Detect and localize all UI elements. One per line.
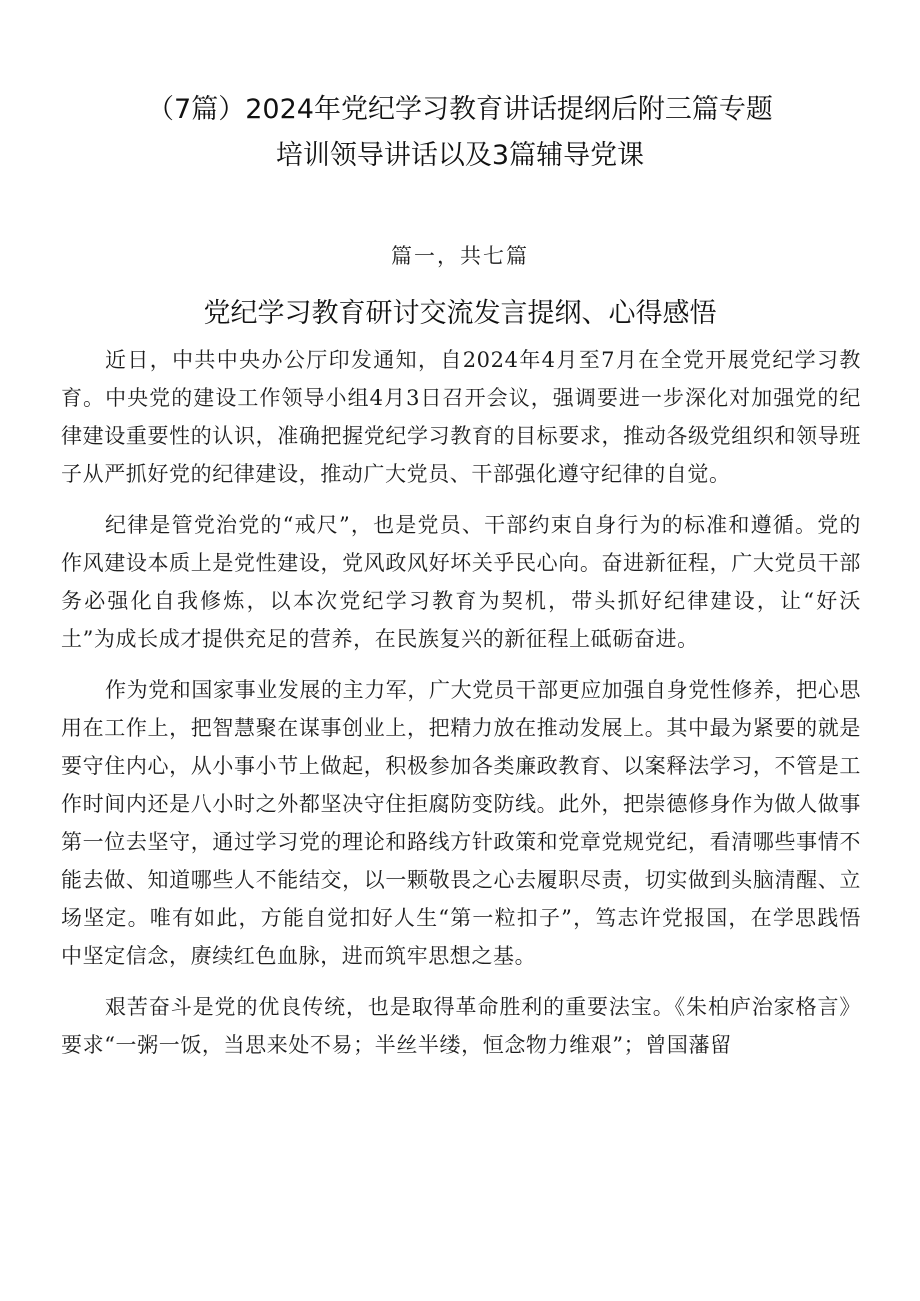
body-paragraph-1: 近日，中共中央办公厅印发通知，自2024年4月至7月在全党开展党纪学习教育。中央党的建设工作领导小组4月3日召开会议，强调要进一步深化对加强党的纪律建设重要性的认识，准确把握党纪学习教育的目标要求，推动各级党组织和领导班子从严抓好党的纪律建设，推动广大党员、干部强化遵守纪律的自觉。 <box>61 348 861 486</box>
section-heading: 党纪学习教育研讨交流发言提纲、心得感悟 <box>203 298 717 329</box>
document-title-line-2: 培训领导讲话以及3篇辅导党课 <box>275 140 645 171</box>
document-body <box>61 341 861 1064</box>
body-paragraph-2: 纪律是管党治党的“戒尺”，也是党员、干部约束自身行为的标准和遵循。党的作风建设本质上是党性建设，党风政风好坏关乎民心向。奋进新征程，广大党员干部务必强化自我修炼，以本次党纪学习教育为契机，带头抓好纪律建设，让“好沃土”为成长成才提供充足的营养，在民族复兴的新征程上砥砺奋进。 <box>61 513 861 651</box>
document-title-line-1: （7篇）2024年党纪学习教育讲话提纲后附三篇专题 <box>147 94 773 125</box>
body-paragraph-4: 艰苦奋斗是党的优良传统，也是取得革命胜利的重要法宝。《朱柏庐治家格言》要求“一粥一饭，当思来处不易；半丝半缕，恒念物力维艰”；曾国藩留 <box>61 995 861 1057</box>
section-label: 篇一，共七篇 <box>391 244 529 268</box>
body-paragraph-3: 作为党和国家事业发展的主力军，广大党员干部更应加强自身党性修养，把心思用在工作上，把智慧聚在谋事创业上，把精力放在推动发展上。其中最为紧要的就是要守住内心，从小事小节上做起，积极参加各类廉政教育、以案释法学习，不管是工作时间内还是八小时之外都坚决守住拒腐防变防线。此外，把崇德修身作为做人做事第一位去坚守，通过学习党的理论和路线方针政策和党章党规党纪，看清哪些事情不能去做、知道哪些人不能结交，以一颗敬畏之心去履职尽责，切实做到头脑清醒、立场坚定。唯有如此，方能自觉扣好人生“第一粒扣子”，笃志许党报国，在学思践悟中坚定信念，赓续红色血脉，进而筑牢思想之基。 <box>61 678 861 968</box>
